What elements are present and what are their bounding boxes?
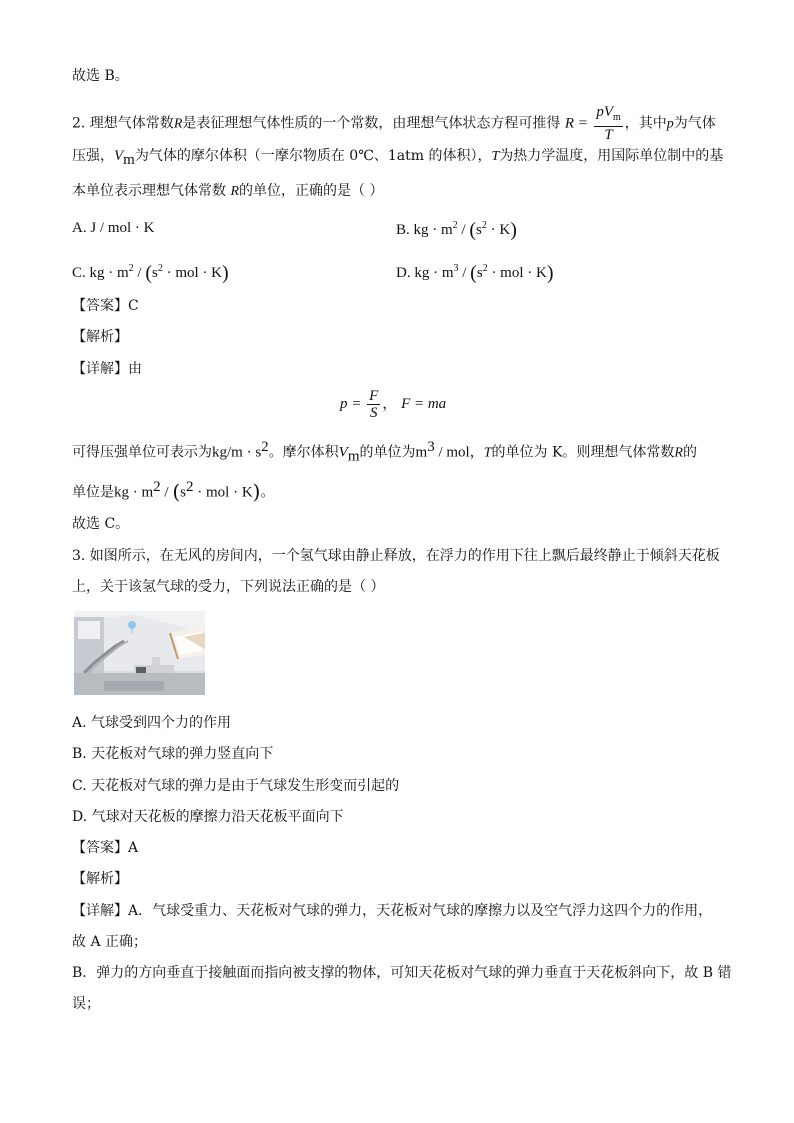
q2-option-c: C. kg · $m^2 / (s^2$ · mol · K) <box>72 262 229 284</box>
q3-option-a: A. 气球受到四个力的作用 <box>72 715 232 731</box>
prev-answer-end: 故选 B。 <box>72 68 129 84</box>
q3-option-b: B. 天花板对气球的弹力竖直向下 <box>72 746 274 762</box>
q2-analysis-label: 【解析】 <box>72 329 128 345</box>
q2-explanation-line1: 可得压强单位可表示为$kg/m \cdot s^2$。摩尔体积$V_m$的单位为$m^3$ / mol，T的单位为 K。则理想气体常数R的 <box>72 439 697 465</box>
q2-option-a: A. J / mol · K <box>72 220 155 236</box>
q3-detail-a-line2: 故 A 正确； <box>72 934 148 950</box>
q2-detail: 【详解】由 <box>72 361 142 377</box>
q2-stem-line1: 2. 理想气体常数R是表征理想气体性质的一个常数，由理想气体状态方程可推得 R = $\frac{pV_m}{T}$ ，其中p为气体 <box>72 104 716 143</box>
pressure-formula: p = $\frac{F}{S}$ ， F = ma <box>340 388 447 421</box>
q3-stem-line1: 3. 如图所示，在无风的房间内，一个氢气球由静止释放，在浮力的作用下往上飘后最终静止于倾斜天花板 <box>72 548 720 564</box>
q3-analysis-label: 【解析】 <box>72 871 128 887</box>
q2-option-b: B. kg · $m^2 / (s^2 \cdot K)$ <box>396 219 517 241</box>
q2-answer: 【答案】C <box>72 298 139 314</box>
room-balloon-photo <box>74 611 205 695</box>
q2-option-d: D. kg · $m^3 / (s^2$ · mol · K) <box>396 262 554 284</box>
q2-end: 故选 C。 <box>72 516 130 532</box>
q3-option-d: D. 气球对天花板的摩擦力沿天花板平面向下 <box>72 809 344 825</box>
q3-detail-a-line1: 【详解】A．气球受重力、天花板对气球的弹力，天花板对气球的摩擦力以及空气浮力这四个力的作用， <box>72 903 713 919</box>
gas-constant-fraction: $\frac{pV_m}{T}$ <box>596 104 621 143</box>
q2-stem-line2: 压强，$V_m$为气体的摩尔体积（一摩尔物质在 0℃、1atm 的体积），T为热力学温度，用国际单位制中的基 <box>72 148 724 168</box>
q2-explanation-line2: 单位是kg · $m^2 / (s^2$ · mol · K)。 <box>72 479 275 504</box>
q3-answer: 【答案】A <box>72 840 139 856</box>
q3-detail-b-line2: 误； <box>72 996 100 1012</box>
q3-option-c: C. 天花板对气球的弹力是由于气球发生形变而引起的 <box>72 778 400 794</box>
q2-stem-line3: 本单位表示理想气体常数 R的单位，正确的是（ ） <box>72 183 384 199</box>
q3-detail-b-line1: B．弹力的方向垂直于接触面而指向被支撑的物体，可知天花板对气球的弹力垂直于天花板斜向下，故 B 错 <box>72 965 732 981</box>
q3-stem-line2: 上，关于该氢气球的受力，下列说法正确的是（ ） <box>72 579 385 595</box>
